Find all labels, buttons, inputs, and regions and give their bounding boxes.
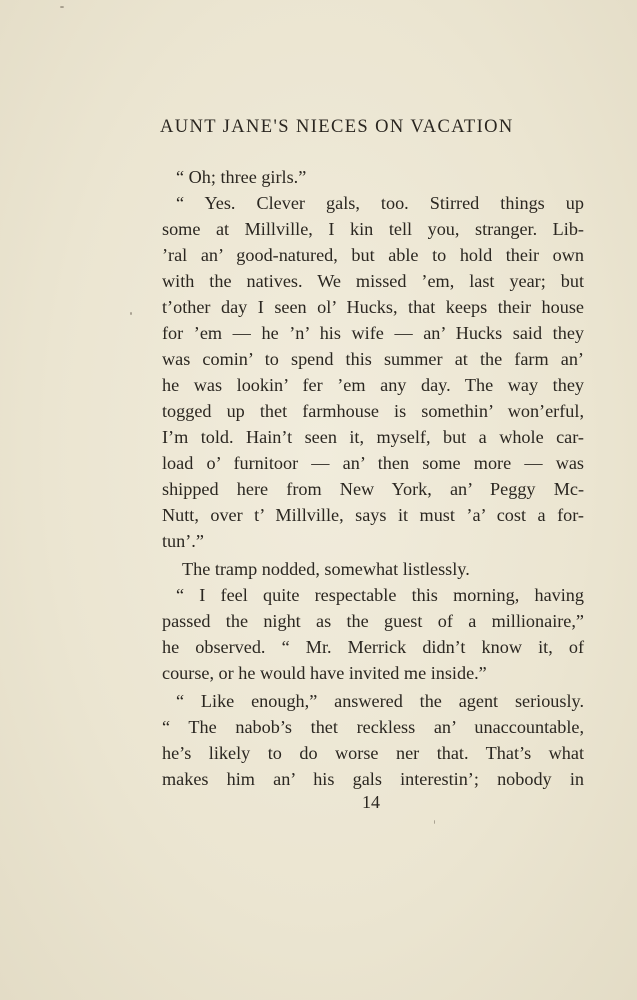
paper-speck [60,6,64,8]
text-line: shipped here from New York, an’ Peggy Mc- [162,479,584,499]
text-line: “ The nabob’s thet reckless an’ unaccountable, [162,717,584,737]
text-line: makes him an’ his gals interestin’; nobody in [162,769,584,789]
text-line: passed the night as the guest of a millionaire,” [162,611,584,631]
text-line: tun’.” [162,531,204,551]
page-number: 14 [362,792,380,812]
text-line: “ Like enough,” answered the agent seriously. [176,691,584,711]
text-line: “ Yes. Clever gals, too. Stirred things up [176,193,584,213]
text-line: load o’ furnitoor — an’ then some more — was [162,453,584,473]
text-line: he observed. “ Mr. Merrick didn’t know it, of [162,637,584,657]
text-line: I’m told. Hain’t seen it, myself, but a whole car- [162,427,584,447]
text-line: togged up thet farmhouse is somethin’ won’erful, [162,401,584,421]
text-line: t’other day I seen ol’ Hucks, that keeps their house [162,297,584,317]
paper-speck [434,820,435,824]
text-line: ’ral an’ good-natured, but able to hold their own [162,245,584,265]
paper-speck [130,312,132,315]
text-line: some at Millville, I kin tell you, stranger. Lib- [162,219,584,239]
text-line: was comin’ to spend this summer at the farm an’ [162,349,584,369]
text-line: he was lookin’ fer ’em any day. The way they [162,375,584,395]
text-line: “ Oh; three girls.” [176,167,307,187]
text-line: Nutt, over t’ Millville, says it must ’a’ cost a for- [162,505,584,525]
text-line: he’s likely to do worse ner that. That’s what [162,743,584,763]
body-text [162,164,584,792]
text-line: course, or he would have invited me inside.” [162,663,487,683]
text-line: with the natives. We missed ’em, last year; but [162,271,584,291]
text-line: for ’em — he ’n’ his wife — an’ Hucks said they [162,323,584,343]
text-line: The tramp nodded, somewhat listlessly. [182,559,470,579]
text-line: “ I feel quite respectable this morning, having [176,585,584,605]
running-head: AUNT JANE'S NIECES ON VACATION [160,117,514,137]
